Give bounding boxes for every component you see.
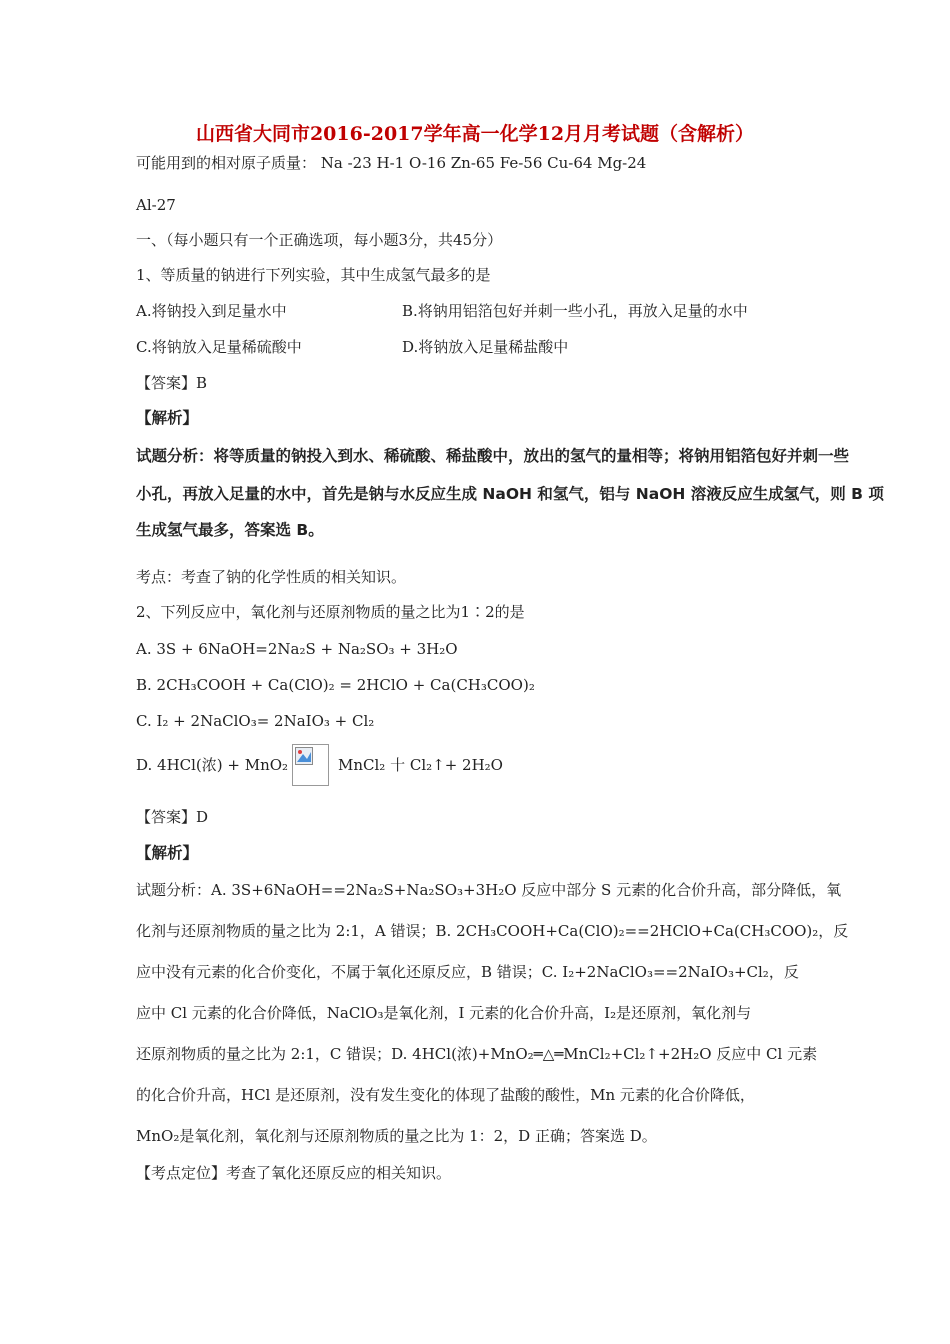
- q1-analysis-line: 试题分析：将等质量的钠投入到水、稀硫酸、稀盐酸中，放出的氢气的量相等；将钠用铝箔包好并刺一些: [136, 447, 850, 465]
- q2-analysis-line: 应中没有元素的化合价变化，不属于氧化还原反应，B 错误；C. I₂+2NaClO₃==2NaIO₃+Cl₂，反: [136, 963, 799, 981]
- q1-option-a: A.将钠投入到足量水中: [136, 302, 287, 320]
- q1-analysis-line: 小孔，再放入足量的水中，首先是钠与水反应生成 NaOH 和氢气，铝与 NaOH 溶液反应生成氢气，则 B 项: [136, 485, 884, 503]
- section-heading: 一、（每小题只有一个正确选项，每小题3分，共45分）: [136, 231, 503, 249]
- q1-option-d: D.将钠放入足量稀盐酸中: [402, 338, 569, 356]
- q2-option-d-right: MnCl₂ 十 Cl₂↑+ 2H₂O: [338, 756, 503, 774]
- q2-analysis-line: 试题分析：A. 3S+6NaOH==2Na₂S+Na₂SO₃+3H₂O 反应中部分 S 元素的化合价升高，部分降低，氧: [136, 881, 842, 899]
- q1-analysis-heading: 【解析】: [136, 408, 199, 427]
- page-title: 山西省大同市2016-2017学年高一化学12月月考试题（含解析）: [195, 123, 755, 145]
- broken-image-icon: [292, 744, 329, 786]
- q1-answer: 【答案】B: [136, 374, 208, 392]
- q2-option-b: B. 2CH₃COOH + Ca(ClO)₂ = 2HClO + Ca(CH₃COO)₂: [136, 676, 535, 694]
- q2-analysis-line: 还原剂物质的量之比为 2:1，C 错误；D. 4HCl(浓)+MnO₂═△═MnCl₂+Cl₂↑+2H₂O 反应中 Cl 元素: [136, 1045, 818, 1063]
- atomic-mass-line-cont: Al-27: [136, 196, 176, 214]
- q1-option-c: C.将钠放入足量稀硫酸中: [136, 338, 302, 356]
- q1-stem: 1、等质量的钠进行下列实验，其中生成氢气最多的是: [136, 266, 491, 284]
- q2-stem: 2、下列反应中，氧化剂与还原剂物质的量之比为1∶2的是: [136, 603, 525, 621]
- q2-analysis-line: 的化合价升高，HCl 是还原剂，没有发生变化的体现了盐酸的酸性，Mn 元素的化合价降低，: [136, 1086, 755, 1104]
- q1-option-b: B.将钠用铝箔包好并刺一些小孔，再放入足量的水中: [402, 302, 748, 320]
- q2-option-c: C. I₂ + 2NaClO₃= 2NaIO₃ + Cl₂: [136, 712, 375, 730]
- q1-key-point: 考点：考查了钠的化学性质的相关知识。: [136, 568, 407, 586]
- q2-option-d-left: D. 4HCl(浓) + MnO₂: [136, 756, 289, 774]
- q2-answer: 【答案】D: [136, 808, 209, 826]
- q2-key-point: 【考点定位】考查了氧化还原反应的相关知识。: [136, 1164, 452, 1182]
- q2-analysis-line: MnO₂是氧化剂，氧化剂与还原剂物质的量之比为 1：2，D 正确；答案选 D。: [136, 1127, 657, 1145]
- q1-analysis-line: 生成氢气最多，答案选 B。: [136, 521, 324, 539]
- q2-option-a: A. 3S + 6NaOH=2Na₂S + Na₂SO₃ + 3H₂O: [136, 640, 458, 658]
- q2-analysis-line: 应中 Cl 元素的化合价降低，NaClO₃是氧化剂，I 元素的化合价升高，I₂是还原剂，氧化剂与: [136, 1004, 752, 1022]
- q2-analysis-line: 化剂与还原剂物质的量之比为 2:1，A 错误；B. 2CH₃COOH+Ca(ClO)₂==2HClO+Ca(CH₃COO)₂，反: [136, 922, 849, 940]
- atomic-mass-line: 可能用到的相对原子质量： Na -23 H-1 O-16 Zn-65 Fe-56 Cu-64 Mg-24: [136, 154, 647, 172]
- q2-analysis-heading: 【解析】: [136, 843, 199, 862]
